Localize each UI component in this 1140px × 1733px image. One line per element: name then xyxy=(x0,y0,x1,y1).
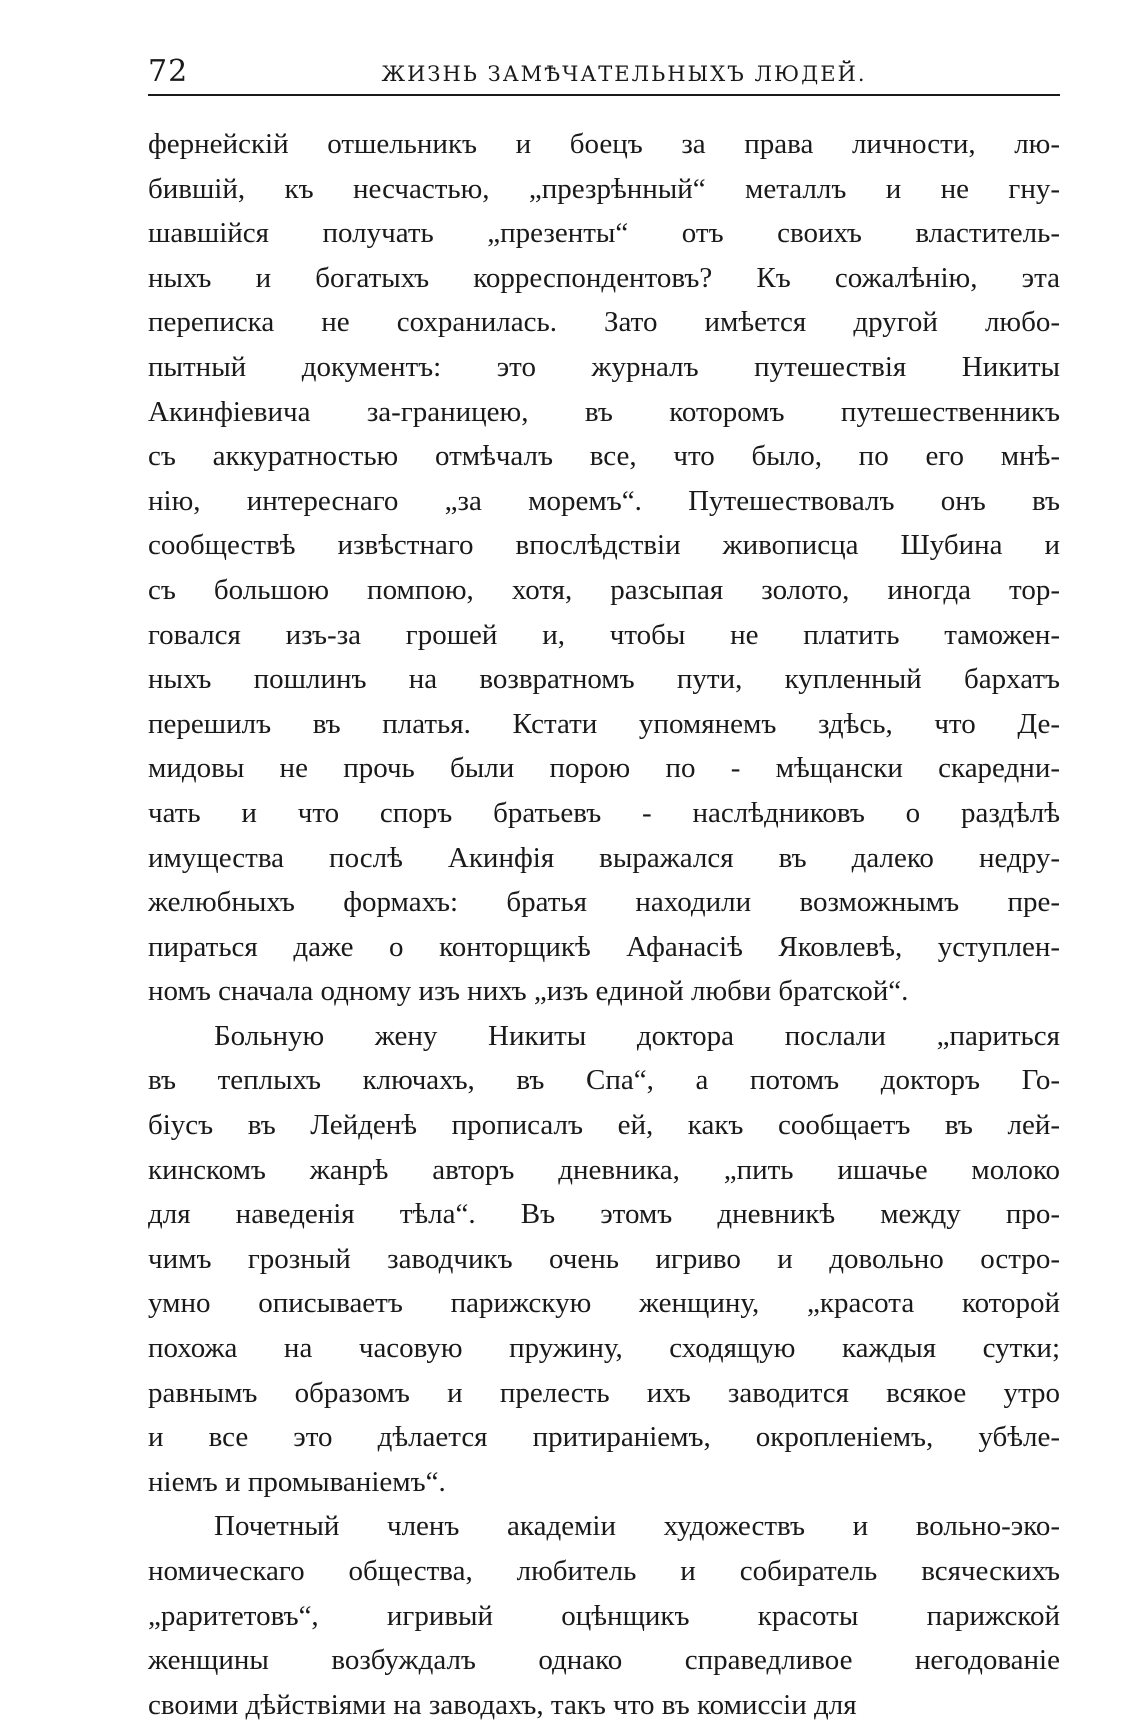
text-line: женщины возбуждалъ однако справедливое негодованіе xyxy=(148,1644,1060,1677)
text-line: чать и что споръ братьевъ - наслѣдниковъ о раздѣлѣ xyxy=(148,796,1060,829)
text-line: въ теплыхъ ключахъ, въ Спа“, а потомъ докторъ Го- xyxy=(148,1064,1060,1097)
text-line: Больную жену Никиты доктора послали „париться xyxy=(214,1019,1060,1052)
text-line: номъ сначала одному изъ нихъ „изъ единой любви братской“. xyxy=(148,975,909,1008)
text-line: біусъ въ Лейденѣ прописалъ ей, какъ сообщаетъ въ лей- xyxy=(148,1109,1060,1142)
text-line: равнымъ образомъ и прелесть ихъ заводится всякое утро xyxy=(148,1376,1060,1409)
text-line: сообществѣ извѣстнаго впослѣдствіи живописца Шубина и xyxy=(148,529,1060,562)
text-line: своими дѣйствіями на заводахъ, такъ что въ комиссіи для xyxy=(148,1688,857,1721)
text-line: „раритетовъ“, игривый оцѣнщикъ красоты парижской xyxy=(148,1599,1060,1632)
page-number: 72 xyxy=(148,54,189,89)
text-line: и все это дѣлается притираніемъ, окропленіемъ, убѣле- xyxy=(148,1421,1060,1454)
text-line: пытный документъ: это журналъ путешествія Никиты xyxy=(148,350,1060,383)
text-line: говался изъ-за грошей и, чтобы не платить таможен- xyxy=(148,618,1060,651)
text-line: для наведенія тѣла“. Въ этомъ дневникѣ между про- xyxy=(148,1198,1060,1231)
text-line: ныхъ и богатыхъ корреспондентовъ? Къ сожалѣнію, эта xyxy=(148,261,1060,294)
book-page xyxy=(148,48,1060,1727)
text-line: имущества послѣ Акинфія выражался въ далеко недру- xyxy=(148,841,1060,874)
text-line: чимъ грозный заводчикъ очень игриво и довольно остро- xyxy=(148,1242,1060,1275)
text-line: съ аккуратностью отмѣчалъ все, что было, по его мнѣ- xyxy=(148,440,1060,473)
running-title: ЖИЗНЬ ЗАМѢЧАТЕЛЬНЫХЪ ЛЮДЕЙ. xyxy=(381,62,867,86)
text-line: шавшійся получать „презенты“ отъ своихъ властитель- xyxy=(148,217,1060,250)
text-line: перешилъ въ платья. Кстати упомянемъ здѣсь, что Де- xyxy=(148,707,1060,740)
text-line: переписка не сохранилась. Зато имѣется другой любо- xyxy=(148,306,1060,339)
text-line: ніемъ и промываніемъ“. xyxy=(148,1465,446,1498)
text-line: желюбныхъ формахъ: братья находили возможнымъ пре- xyxy=(148,886,1060,919)
text-line: мидовы не прочь были порою по - мѣщански скаредни- xyxy=(148,752,1060,785)
text-line: умно описываетъ парижскую женщину, „красота которой xyxy=(148,1287,1060,1320)
text-line: нію, интереснаго „за моремъ“. Путешествовалъ онъ въ xyxy=(148,484,1060,517)
text-line: ныхъ пошлинъ на возвратномъ пути, купленный бархатъ xyxy=(148,663,1060,696)
body-text xyxy=(148,122,1060,1727)
text-line: кинскомъ жанрѣ авторъ дневника, „пить ишачье молоко xyxy=(148,1153,1060,1186)
text-line: Почетный членъ академіи художествъ и вольно-эко- xyxy=(214,1510,1060,1543)
paragraph xyxy=(148,122,1060,1014)
text-line: бившій, къ несчастью, „презрѣнный“ металлъ и не гну- xyxy=(148,172,1060,205)
running-head xyxy=(148,48,1060,96)
text-line: фернейскій отшельникъ и боецъ за права личности, лю- xyxy=(148,128,1060,160)
paragraph xyxy=(148,1504,1060,1727)
text-line: Акинфіевича за-границею, въ которомъ путешественникъ xyxy=(148,395,1060,428)
text-line: похожа на часовую пружину, сходящую каждыя сутки; xyxy=(148,1332,1060,1365)
text-line: пираться даже о конторщикѣ Афанасіѣ Яковлевѣ, уступлен- xyxy=(148,930,1060,963)
text-line: съ большою помпою, хотя, разсыпая золото, иногда тор- xyxy=(148,573,1060,606)
paragraph xyxy=(148,1014,1060,1505)
text-line: номическаго общества, любитель и собиратель всяческихъ xyxy=(148,1555,1060,1587)
